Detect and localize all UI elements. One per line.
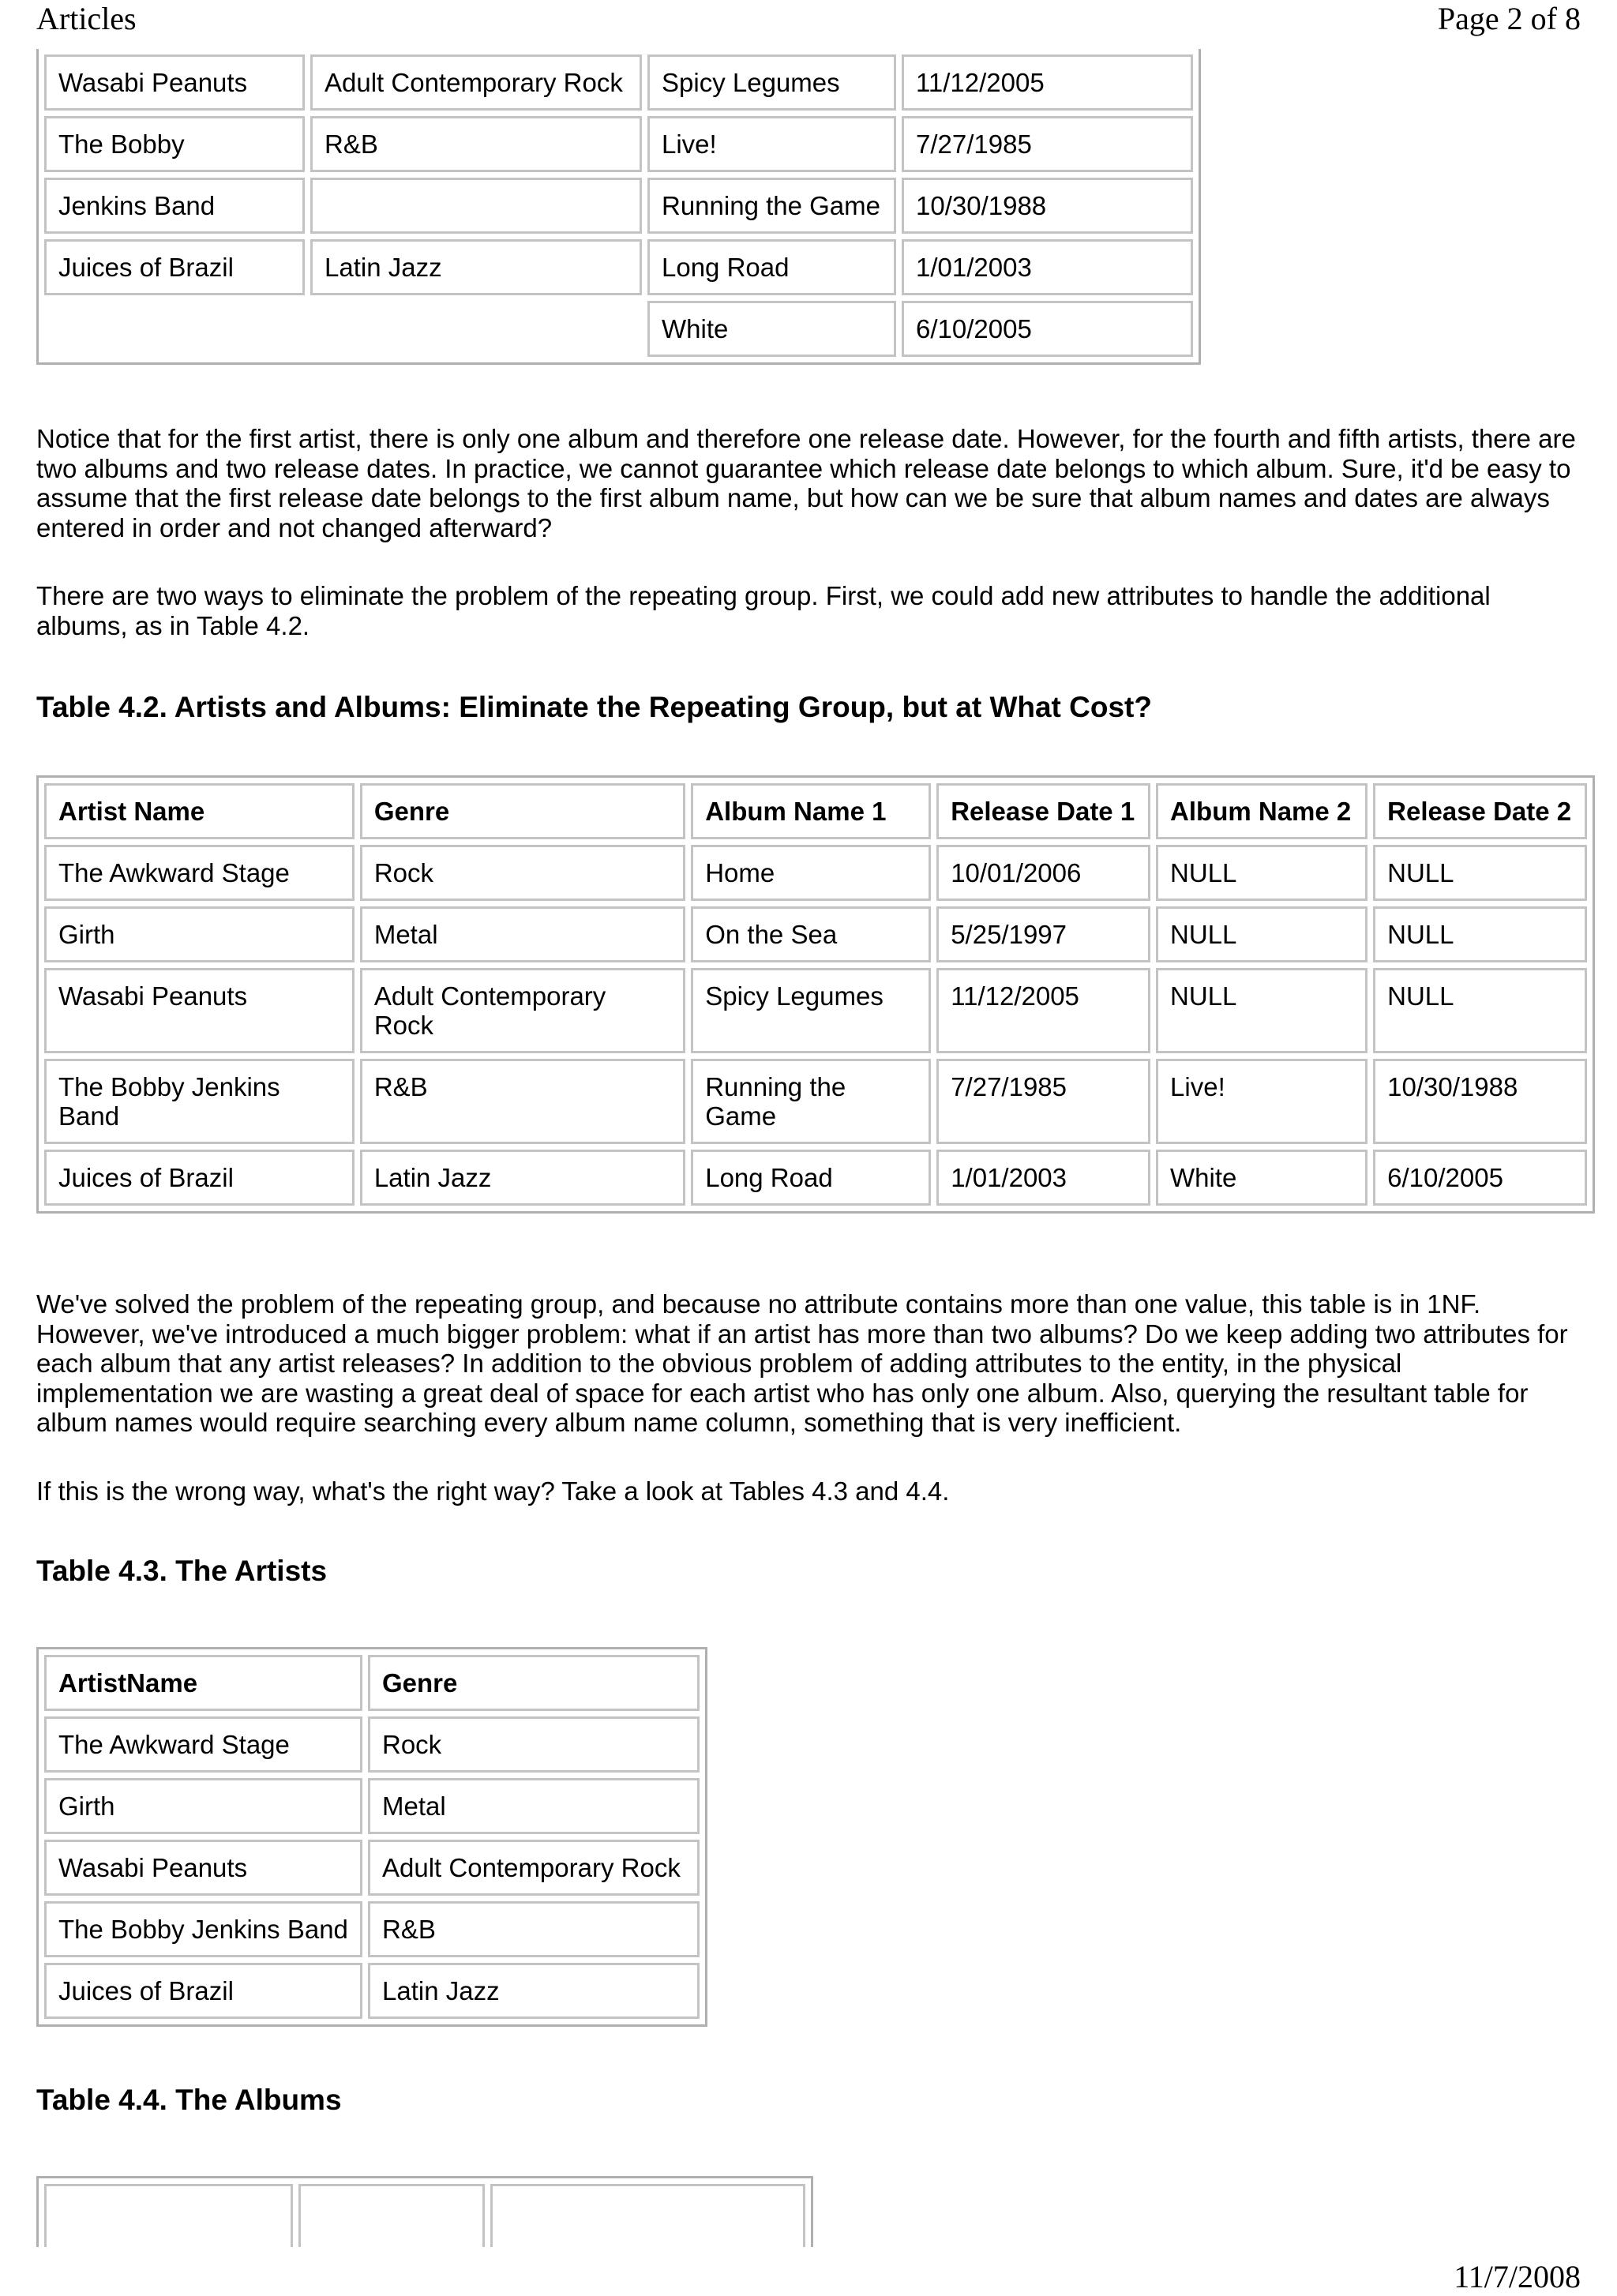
table-cell: 10/01/2006 xyxy=(936,845,1150,901)
table-cell: Live! xyxy=(647,116,896,172)
table-cell: Spicy Legumes xyxy=(691,968,931,1053)
column-header: Genre xyxy=(368,1655,700,1711)
table-cell: Home xyxy=(691,845,931,901)
table-4-4 xyxy=(36,2176,813,2247)
table-cell: 7/27/1985 xyxy=(936,1059,1150,1144)
table-cell: 5/25/1997 xyxy=(936,906,1150,962)
table-cell: NULL xyxy=(1156,906,1368,962)
table-cell: White xyxy=(1156,1150,1368,1206)
table-4-3 xyxy=(36,1647,707,2027)
table-cell: Rock xyxy=(368,1716,700,1773)
table-cell: 10/30/1988 xyxy=(902,178,1193,234)
table-cell: NULL xyxy=(1373,906,1587,962)
column-header: Artist Name xyxy=(44,783,355,839)
table-cell: Running the Game xyxy=(647,178,896,234)
table-cell: 11/12/2005 xyxy=(936,968,1150,1053)
table-cell: Metal xyxy=(368,1778,700,1834)
table-row xyxy=(44,1901,700,1957)
table-cell: NULL xyxy=(1156,968,1368,1053)
table-cell: Running the Game xyxy=(691,1059,931,1144)
table-row xyxy=(44,1963,700,2019)
table-4-2 xyxy=(36,775,1595,1214)
table-cell: The Bobby xyxy=(44,116,305,172)
table-row xyxy=(44,239,1193,295)
table-cell: 10/30/1988 xyxy=(1373,1059,1587,1144)
table-row xyxy=(44,54,1193,111)
table-cell: Rock xyxy=(360,845,685,901)
table-row xyxy=(44,968,1587,1053)
table-cell: Long Road xyxy=(647,239,896,295)
table-cell: On the Sea xyxy=(691,906,931,962)
page-number: Page 2 of 8 xyxy=(1437,1,1581,36)
table-cell: 1/01/2003 xyxy=(902,239,1193,295)
column-header: ArtistName xyxy=(44,1655,362,1711)
page-footer-date: 11/7/2008 xyxy=(1454,2259,1581,2294)
table-cell: Wasabi Peanuts xyxy=(44,968,355,1053)
table-cell: Wasabi Peanuts xyxy=(44,54,305,111)
table-caption: Table 4.3. The Artists xyxy=(36,1555,328,1587)
table-cell: The Bobby Jenkins Band xyxy=(44,1059,355,1144)
table-4-1-continued xyxy=(36,49,1201,365)
paragraph: If this is the wrong way, what's the right way? Take a look at Tables 4.3 and 4.4. xyxy=(36,1476,950,1506)
table-cell: Wasabi Peanuts xyxy=(44,1840,362,1896)
table-row xyxy=(44,301,1193,357)
table-cell: The Bobby Jenkins Band xyxy=(44,1901,362,1957)
table-cell xyxy=(310,178,642,234)
table-cell xyxy=(44,2184,293,2247)
table-caption: Table 4.4. The Albums xyxy=(36,2084,342,2116)
table-cell: Spicy Legumes xyxy=(647,54,896,111)
column-header: Release Date 1 xyxy=(936,783,1150,839)
table-cell: Adult Contemporary Rock xyxy=(360,968,685,1053)
column-header: Album Name 1 xyxy=(691,783,931,839)
table-cell: 6/10/2005 xyxy=(1373,1150,1587,1206)
table-cell: 6/10/2005 xyxy=(902,301,1193,357)
table-cell: Latin Jazz xyxy=(368,1963,700,2019)
table-cell: 7/27/1985 xyxy=(902,116,1193,172)
table-header-row xyxy=(44,783,1587,839)
table-cell: The Awkward Stage xyxy=(44,1716,362,1773)
table-row xyxy=(44,178,1193,234)
table-row xyxy=(44,845,1587,901)
table-cell: 1/01/2003 xyxy=(936,1150,1150,1206)
table-cell: Jenkins Band xyxy=(44,178,305,234)
table-cell: R&B xyxy=(368,1901,700,1957)
table-cell: Girth xyxy=(44,906,355,962)
column-header: Release Date 2 xyxy=(1373,783,1587,839)
table-cell: Adult Contemporary Rock xyxy=(310,54,642,111)
table-row xyxy=(44,116,1193,172)
table-row xyxy=(44,1716,700,1773)
table-row xyxy=(44,906,1587,962)
paragraph: Notice that for the first artist, there is only one album and therefore one release date. However, for the fourth and fifth artists, there are two albums and two release dates. In practice, we cannot guarantee which release date belongs to which album. Sure, it'd be easy to assume that the first release date belongs to the first album name, but how can we be sure that album names and dates are always entered in order and not changed afterward? xyxy=(36,424,1576,542)
table-row xyxy=(44,1840,700,1896)
table-cell: White xyxy=(647,301,896,357)
table-cell: The Awkward Stage xyxy=(44,845,355,901)
table-cell: Metal xyxy=(360,906,685,962)
table-cell: Juices of Brazil xyxy=(44,239,305,295)
table-cell: Adult Contemporary Rock xyxy=(368,1840,700,1896)
paragraph: There are two ways to eliminate the problem of the repeating group. First, we could add new attributes to handle the additional albums, as in Table 4.2. xyxy=(36,581,1491,640)
table-cell: Long Road xyxy=(691,1150,931,1206)
table-cell: R&B xyxy=(360,1059,685,1144)
table-cell: Girth xyxy=(44,1778,362,1834)
table-cell: 11/12/2005 xyxy=(902,54,1193,111)
table-cell: Latin Jazz xyxy=(310,239,642,295)
table-cell: R&B xyxy=(310,116,642,172)
table-cell: Juices of Brazil xyxy=(44,1963,362,2019)
table-cell: Live! xyxy=(1156,1059,1368,1144)
table-cell: NULL xyxy=(1156,845,1368,901)
table-4-4-clipped xyxy=(36,2176,813,2247)
column-header: Genre xyxy=(360,783,685,839)
table-row xyxy=(44,2184,805,2247)
table-cell: Latin Jazz xyxy=(360,1150,685,1206)
table-cell: NULL xyxy=(1373,968,1587,1053)
table-cell-empty xyxy=(44,301,642,357)
table-header-row xyxy=(44,1655,700,1711)
page-header-title: Articles xyxy=(36,1,137,36)
table-cell xyxy=(298,2184,485,2247)
table-row xyxy=(44,1059,1587,1144)
table-row xyxy=(44,1150,1587,1206)
column-header: Album Name 2 xyxy=(1156,783,1368,839)
table-cell: NULL xyxy=(1373,845,1587,901)
table-cell: Juices of Brazil xyxy=(44,1150,355,1206)
table-caption: Table 4.2. Artists and Albums: Eliminate the Repeating Group, but at What Cost? xyxy=(36,691,1152,723)
table-row xyxy=(44,1778,700,1834)
paragraph: We've solved the problem of the repeating group, and because no attribute contains more than one value, this table is in 1NF. However, we've introduced a much bigger problem: what if an artist has more than two albums? Do we keep adding two attributes for each album that any artist releases? In addition to the obvious problem of adding attributes to the entity, in the physical implementation we are wasting a great deal of space for each artist who has only one album. Also, querying the resultant table for album names would require searching every album name column, something that is very inefficient. xyxy=(36,1289,1568,1437)
table-cell xyxy=(490,2184,805,2247)
